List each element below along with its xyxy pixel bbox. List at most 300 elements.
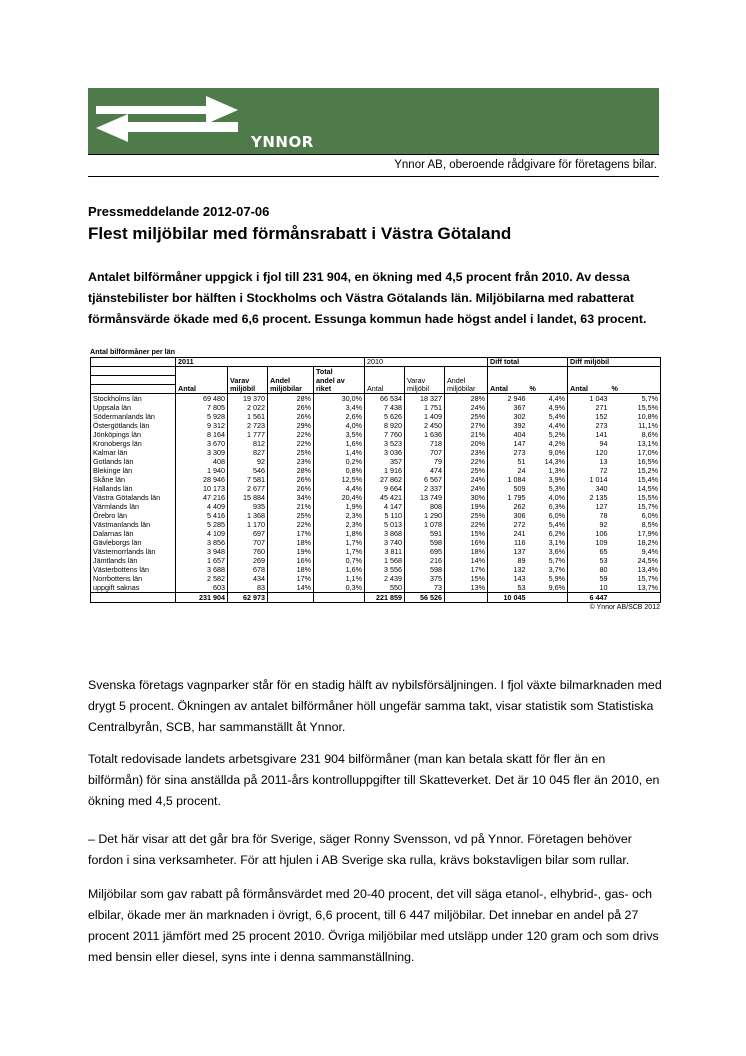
group-2011: 2011: [176, 358, 228, 367]
table-cell-region: Jämtlands län: [93, 556, 138, 565]
table-cell: 241: [488, 529, 528, 538]
table-cell: 5 285: [176, 520, 228, 529]
table-cell: 2,3%: [314, 511, 365, 520]
table-cell: 13,1%: [637, 439, 658, 448]
table-cell: 1 043: [568, 394, 610, 404]
table-cell: [314, 593, 365, 603]
table-cell: 367: [488, 403, 528, 412]
table-row: [91, 529, 661, 538]
table-cell: 80: [568, 565, 610, 574]
table-cell: 3 670: [176, 439, 228, 448]
press-release-date: Pressmeddelande 2012-07-06: [88, 204, 270, 219]
table-cell: 273: [568, 421, 610, 430]
table-cell: 73: [405, 583, 445, 593]
table-cell: 106: [568, 529, 610, 538]
group-diff-total: Diff total: [488, 358, 528, 367]
table-cell: 5,9%: [548, 574, 565, 583]
table-cell: 2,6%: [314, 412, 365, 421]
table-cell: 9,0%: [548, 448, 565, 457]
table-cell: 7 805: [176, 403, 228, 412]
table-cell: 18%: [268, 538, 314, 547]
body-paragraph-4: Miljöbilar som gav rabatt på förmånsvärdet med 20-40 procent, det vill säga etanol-, elhybrid-, gas- och elbilar, ökade mer än marknaden i övrigt, 6,6 procent, till 6 447 miljöbilar. Det innebar en andel på 27 procent 2011 jämfört med 25 procent 2010. Övriga miljöbilar med utsläpp under 120 gram och som drivs med bensin eller diesel, syns inte i denna sammanställning.: [88, 887, 659, 964]
table-cell: 3,5%: [314, 430, 365, 439]
table-cell-region: Södermanlands län: [93, 412, 155, 421]
table-cell: 3,1%: [548, 538, 565, 547]
table-cell: 273: [488, 448, 528, 457]
table-cell: 1 916: [365, 466, 405, 475]
lead-paragraph: Antalet bilförmåner uppgick i fjol till 231 904, en ökning med 4,5 procent från 2010. Av dessa tjänstebilister bor hälften i Stockholms och Västra Götalands län. Miljöbilarna med rabatterat förmånsvärde ökade med 6,6 procent. Essunga kommun hade högst andel i landet, 63 procent.: [88, 270, 647, 326]
table-cell: 935: [228, 502, 268, 511]
tagline-rule: [88, 176, 659, 177]
table-cell: 3 309: [176, 448, 228, 457]
table-cell: 53: [568, 556, 610, 565]
header-dm-antal: Antal: [568, 385, 610, 394]
table-cell: 19 370: [228, 394, 268, 404]
table-cell: [445, 593, 488, 603]
table-cell: 51: [488, 457, 528, 466]
table-cell: 137: [488, 547, 528, 556]
table-cell: 2 439: [365, 574, 405, 583]
body-paragraph-3: – Det här visar att det går bra för Sverige, säger Ronny Svensson, vd på Ynnor. Företagen behöver fordon i sina verksamheter. För att hjulen i AB Sverige ska rulla, krävs bokstavligen bilar som rullar.: [88, 832, 632, 867]
table-cell: 4,4%: [314, 484, 365, 493]
table-cell: 18 327: [405, 394, 445, 404]
table-cell: 1 795: [488, 493, 528, 502]
table-cell: 56 526: [405, 593, 445, 603]
table-cell: 79: [405, 457, 445, 466]
table-cell: 1,6%: [314, 439, 365, 448]
table-row: [91, 457, 661, 466]
table-cell: 152: [568, 412, 610, 421]
table-cell: [268, 593, 314, 603]
table-cell: 262: [488, 502, 528, 511]
table-cell: 6 447: [568, 593, 610, 603]
header-diff-pct: %: [528, 385, 568, 394]
table-cell: 9 664: [365, 484, 405, 493]
table-cell: 707: [405, 448, 445, 457]
table-cell: 2 337: [405, 484, 445, 493]
table-cell: 718: [405, 439, 445, 448]
table-cell: 4 109: [176, 529, 228, 538]
table-cell: 404: [488, 430, 528, 439]
table-row: [91, 556, 661, 565]
table-row: [91, 574, 661, 583]
table-cell: 3 523: [365, 439, 405, 448]
table-cell: 5,7%: [548, 556, 565, 565]
table-cell: 28%: [268, 466, 314, 475]
table-cell: 6 567: [405, 475, 445, 484]
table-cell: 598: [405, 565, 445, 574]
table-cell: 12,5%: [314, 475, 365, 484]
table-cell: 1,3%: [548, 466, 565, 475]
table-cell: 10: [568, 583, 610, 593]
table-cell: 13 749: [405, 493, 445, 502]
table-cell: 15,2%: [637, 466, 658, 475]
table-cell: 550: [365, 583, 405, 593]
table-row: [91, 511, 661, 520]
table-cell: 3,4%: [314, 403, 365, 412]
table-cell: 45 421: [365, 493, 405, 502]
table-cell: 6,3%: [548, 502, 565, 511]
table-cell: 5,3%: [548, 484, 565, 493]
table-cell-region: Östergötlands län: [93, 421, 150, 430]
table-title: Antal bilförmåner per län: [90, 347, 176, 356]
table-cell: 1 777: [228, 430, 268, 439]
table-cell: 707: [228, 538, 268, 547]
table-cell: 22%: [268, 439, 314, 448]
header-andel-1: Andel: [268, 376, 314, 385]
table-row: [91, 466, 661, 475]
table-cell: 66 534: [365, 394, 405, 404]
header-total-andel-1: Total: [314, 367, 365, 376]
table-cell: 546: [228, 466, 268, 475]
table-cell: 83: [228, 583, 268, 593]
table-cell: 2 677: [228, 484, 268, 493]
table-cell: 3 856: [176, 538, 228, 547]
table-cell: 23%: [445, 448, 488, 457]
table-cell-region: Kronobergs län: [93, 439, 142, 448]
table-cell: 2 946: [488, 394, 528, 404]
table-cell-region: Kalmar län: [93, 448, 128, 457]
table-cell: 5 416: [176, 511, 228, 520]
table-total-row: [91, 593, 661, 603]
table-cell: 434: [228, 574, 268, 583]
table-cell: 2,3%: [314, 520, 365, 529]
table-cell: 4,0%: [314, 421, 365, 430]
table-cell: 24: [488, 466, 528, 475]
table-cell: 695: [405, 547, 445, 556]
table-cell: 3 688: [176, 565, 228, 574]
table-cell: 27 862: [365, 475, 405, 484]
table-cell-region: Värmlands län: [93, 502, 139, 511]
table-row: [91, 403, 661, 412]
table-cell-region: Skåne län: [93, 475, 125, 484]
table-cell: 18%: [445, 547, 488, 556]
table-cell: 1,8%: [314, 529, 365, 538]
table-cell: 2 450: [405, 421, 445, 430]
table-cell: 13: [568, 457, 610, 466]
table-cell: 269: [228, 556, 268, 565]
table-cell: 1,6%: [314, 565, 365, 574]
table-cell: 17%: [445, 565, 488, 574]
table-cell: 678: [228, 565, 268, 574]
body-paragraph-1: Svenska företags vagnparker står för en stadig hälft av nybilsförsäljningen. I fjol växte bilmarknaden med drygt 5 procent. Ökningen av antalet bilförmåner höll ungefär samma takt, visar statistik som Statistiska Centralbyrån, SCB, har sammanställt åt Ynnor.: [88, 678, 662, 734]
table-row: [91, 475, 661, 484]
table-row: [91, 439, 661, 448]
brand-logo-text: YNNOR: [251, 133, 314, 151]
table-cell: 132: [488, 565, 528, 574]
header-varav2-1: Varav: [405, 376, 445, 385]
table-cell: 94: [568, 439, 610, 448]
table-cell: 2 582: [176, 574, 228, 583]
table-cell: 3 948: [176, 547, 228, 556]
table-cell: 1 014: [568, 475, 610, 484]
table-cell: 3,7%: [548, 565, 565, 574]
table-cell: 5,4%: [548, 412, 565, 421]
table-cell: 808: [405, 502, 445, 511]
table-cell-region: Norrbottens län: [93, 574, 143, 583]
header-dm-pct: %: [610, 385, 661, 394]
table-cell: 20%: [445, 439, 488, 448]
table-cell: 5 626: [365, 412, 405, 421]
table-cell: 0,3%: [314, 583, 365, 593]
table-cell: 26%: [268, 412, 314, 421]
table-cell: 92: [228, 457, 268, 466]
table-cell: 1 561: [228, 412, 268, 421]
table-cell: 25%: [268, 448, 314, 457]
table-cell: 1 290: [405, 511, 445, 520]
table-cell: 25%: [445, 412, 488, 421]
table-cell: 221 859: [365, 593, 405, 603]
table-cell: 1 368: [228, 511, 268, 520]
table-cell: 109: [568, 538, 610, 547]
table-cell: 9,4%: [641, 547, 658, 556]
table-cell: 26%: [268, 484, 314, 493]
table-cell-region: Jönköpings län: [93, 430, 141, 439]
table-row: [91, 547, 661, 556]
table-cell: 72: [568, 466, 610, 475]
group-2010: 2010: [365, 358, 405, 367]
header-varav2-2: miljöbil: [405, 385, 445, 394]
table-cell: 2 022: [228, 403, 268, 412]
table-cell: 19%: [268, 547, 314, 556]
table-cell: 29%: [268, 421, 314, 430]
table-cell: 14,3%: [544, 457, 565, 466]
header-total-andel-2: andel av: [314, 376, 365, 385]
table-cell: 62 973: [228, 593, 268, 603]
table-cell: 25%: [445, 511, 488, 520]
table-cell: 4 409: [176, 502, 228, 511]
table-row: [91, 421, 661, 430]
table-cell: 25%: [268, 511, 314, 520]
table-cell: 18,2%: [637, 538, 658, 547]
table-cell: 5,2%: [548, 430, 565, 439]
table-cell: 1,7%: [314, 538, 365, 547]
table-cell: 53: [488, 583, 528, 593]
table-cell-region: Stockholms län: [93, 394, 142, 403]
table-cell: 216: [405, 556, 445, 565]
table-row: [91, 502, 661, 511]
table-cell: 26%: [268, 403, 314, 412]
table-cell-region: Västmanlands län: [93, 520, 151, 529]
table-cell: 22%: [445, 520, 488, 529]
table-cell: 10,8%: [637, 412, 658, 421]
table-cell: 89: [488, 556, 528, 565]
table-cell: 19%: [445, 502, 488, 511]
table-cell: 8 920: [365, 421, 405, 430]
table-cell: 78: [568, 511, 610, 520]
table-cell: 24%: [445, 484, 488, 493]
table-cell: 697: [228, 529, 268, 538]
header-varav-2: miljöbil: [228, 385, 268, 394]
table-cell: 6,0%: [641, 511, 658, 520]
table-cell: 24%: [445, 403, 488, 412]
table-row: [91, 394, 661, 404]
table-cell: 9 312: [176, 421, 228, 430]
table-cell: 25%: [445, 466, 488, 475]
table-cell: 306: [488, 511, 528, 520]
table-cell-region: Uppsala län: [93, 403, 131, 412]
table-cell: 15,4%: [637, 475, 658, 484]
table-cell-region: Gotlands län: [93, 457, 134, 466]
table-row: [91, 583, 661, 593]
table-cell: 4,2%: [548, 439, 565, 448]
table-cell: 3 740: [365, 538, 405, 547]
table-cell: 1,1%: [314, 574, 365, 583]
table-cell: 231 904: [176, 593, 228, 603]
table-cell: 6,0%: [548, 511, 565, 520]
header-andel2-1: Andel: [445, 376, 488, 385]
table-cell: 812: [228, 439, 268, 448]
table-cell: 1 636: [405, 430, 445, 439]
table-cell: 272: [488, 520, 528, 529]
table-group-header: [91, 358, 661, 367]
table-cell: [528, 593, 568, 603]
table-cell: 30,0%: [314, 394, 365, 404]
table-cell: 15,5%: [637, 493, 658, 502]
table-cell: [610, 593, 661, 603]
table-cell: 17%: [268, 574, 314, 583]
table-cell: 8,6%: [641, 430, 658, 439]
table-cell: 65: [568, 547, 610, 556]
table-cell: 14%: [445, 556, 488, 565]
table-row: [91, 448, 661, 457]
table-cell: 69 480: [176, 394, 228, 404]
table-row: [91, 538, 661, 547]
table-cell-region: Västernorrlands län: [93, 547, 156, 556]
table-cell: 20,4%: [314, 493, 365, 502]
table-cell: 271: [568, 403, 610, 412]
table-cell: 13,4%: [637, 565, 658, 574]
arrows-logo-icon: [88, 88, 659, 154]
table-cell: 2 723: [228, 421, 268, 430]
table-cell: 4,4%: [548, 394, 565, 403]
header-varav-1: Varav: [228, 376, 268, 385]
table-cell: 1 170: [228, 520, 268, 529]
page-title: Flest miljöbilar med förmånsrabatt i Västra Götaland: [88, 224, 512, 243]
table-cell-region: Blekinge län: [93, 466, 133, 475]
table-cell: 9,6%: [548, 583, 565, 592]
table-cell: 10 045: [488, 593, 528, 603]
table-cell: 5 013: [365, 520, 405, 529]
table-cell: 474: [405, 466, 445, 475]
table-cell: 4,0%: [548, 493, 565, 502]
table-cell: 598: [405, 538, 445, 547]
table-cell: 7 760: [365, 430, 405, 439]
table-cell: 10 173: [176, 484, 228, 493]
table-cell: 1 940: [176, 466, 228, 475]
table-cell: 21%: [268, 502, 314, 511]
table-cell: 147: [488, 439, 528, 448]
tagline: Ynnor AB, oberoende rådgivare för företagens bilar.: [394, 159, 657, 171]
table-cell: 5,7%: [641, 394, 658, 403]
table-cell: 22%: [445, 457, 488, 466]
table-cell: 0,8%: [314, 466, 365, 475]
table-header-row-1: [91, 367, 661, 376]
table-cell: 1 657: [176, 556, 228, 565]
table-cell: 15%: [445, 574, 488, 583]
table-cell: 26%: [268, 475, 314, 484]
table-cell: 760: [228, 547, 268, 556]
table-cell: 17,0%: [637, 448, 658, 457]
table-cell-region: Hallands län: [93, 484, 133, 493]
table-cell: 1,7%: [314, 547, 365, 556]
table-cell: 27%: [445, 421, 488, 430]
table-cell: 1 568: [365, 556, 405, 565]
statistics-table-block: [90, 346, 660, 611]
table-cell: 13%: [445, 583, 488, 593]
table-cell: 28%: [268, 394, 314, 404]
table-cell: 5 928: [176, 412, 228, 421]
table-cell: 6,2%: [548, 529, 565, 538]
table-cell-region: uppgift saknas: [93, 583, 140, 592]
table-cell: 15 884: [228, 493, 268, 502]
table-cell: 7 581: [228, 475, 268, 484]
table-cell: 340: [568, 484, 610, 493]
table-cell: 34%: [268, 493, 314, 502]
table-cell-region: [91, 593, 176, 603]
table-cell: 302: [488, 412, 528, 421]
table-cell: 3 556: [365, 565, 405, 574]
table-cell: 16,5%: [637, 457, 658, 466]
table-cell: 30%: [445, 493, 488, 502]
table-cell: 143: [488, 574, 528, 583]
table-cell: 1,4%: [314, 448, 365, 457]
table-cell: 14,5%: [637, 484, 658, 493]
table-cell: 1 078: [405, 520, 445, 529]
table-cell: 1 751: [405, 403, 445, 412]
table-row: [91, 430, 661, 439]
table-cell: 15,7%: [637, 574, 658, 583]
table-cell: 8,5%: [641, 520, 658, 529]
table-cell: 827: [228, 448, 268, 457]
table-cell-region: Gävleborgs län: [93, 538, 142, 547]
table-row: [91, 484, 661, 493]
table-cell: 3,9%: [548, 475, 565, 484]
table-row: [91, 412, 661, 421]
table-cell: 1 084: [488, 475, 528, 484]
table-cell: 4,9%: [548, 403, 565, 412]
table-cell-region: Västerbottens län: [93, 565, 149, 574]
table-cell: 21%: [445, 430, 488, 439]
table-cell: 141: [568, 430, 610, 439]
table-cell: 4 147: [365, 502, 405, 511]
table-cell: 22%: [268, 430, 314, 439]
table-cell: 15%: [445, 529, 488, 538]
table-cell: 1,9%: [314, 502, 365, 511]
table-copyright: © Ynnor AB/SCB 2012: [589, 604, 660, 611]
table-cell: 4,4%: [548, 421, 565, 430]
table-cell: 24,5%: [637, 556, 658, 565]
table-cell: 17%: [268, 529, 314, 538]
table-cell: 3 868: [365, 529, 405, 538]
header-antal-2011: Antal: [176, 385, 228, 394]
header-andel2-2: miljöbilar: [445, 385, 488, 394]
table-cell: 15,7%: [637, 502, 658, 511]
table-cell: 0,7%: [314, 556, 365, 565]
header-antal-2010: Antal: [365, 385, 405, 394]
table-cell: 5 110: [365, 511, 405, 520]
table-cell: 120: [568, 448, 610, 457]
table-row: [91, 565, 661, 574]
table-cell: 24%: [445, 475, 488, 484]
table-cell: 23%: [268, 457, 314, 466]
table-cell: 2 135: [568, 493, 610, 502]
table-cell-region: Dalarnas län: [93, 529, 134, 538]
table-row: [91, 520, 661, 529]
table-cell: 127: [568, 502, 610, 511]
table-cell: 47 216: [176, 493, 228, 502]
table-cell: 357: [365, 457, 405, 466]
